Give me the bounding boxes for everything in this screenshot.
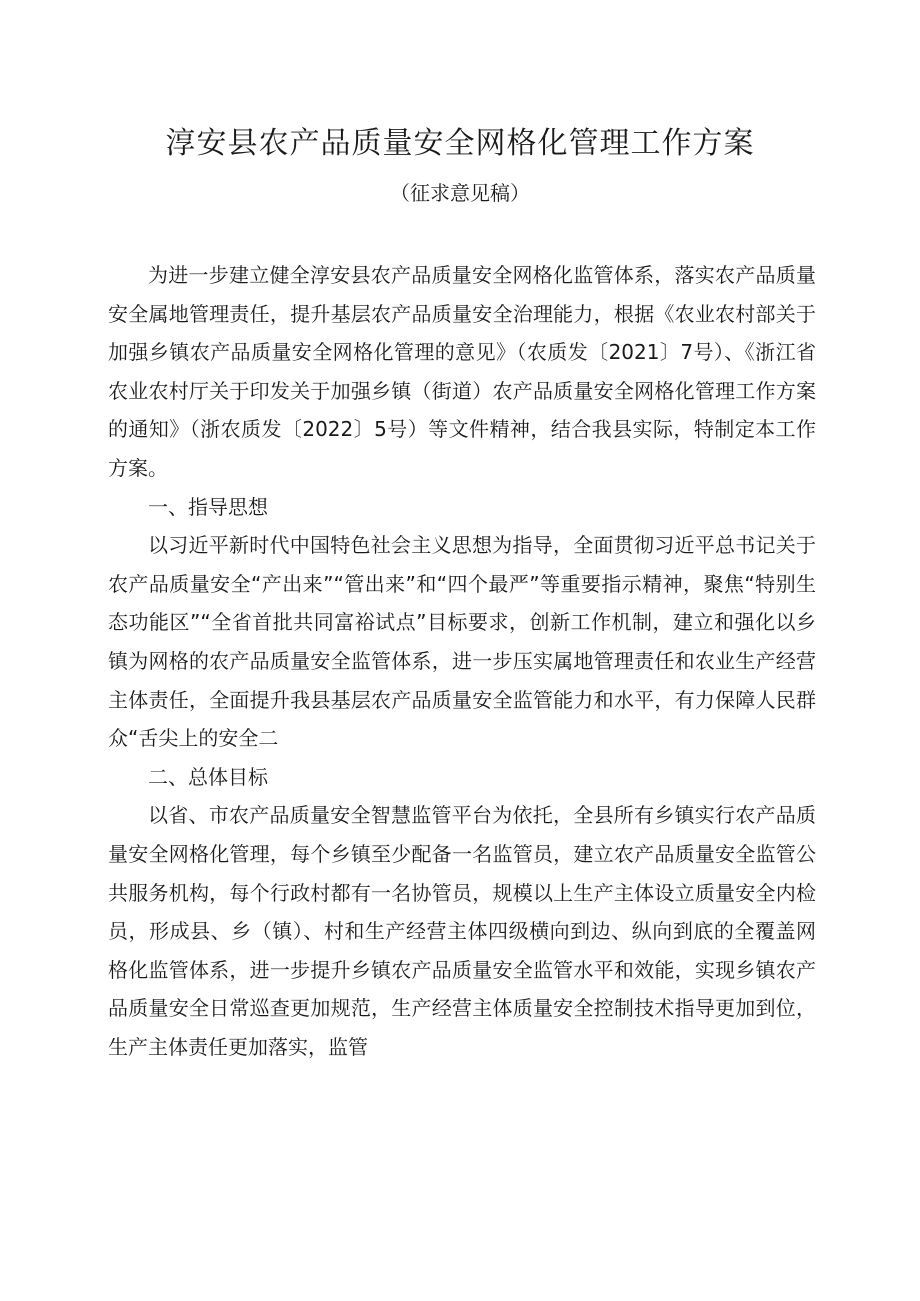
document-body (108, 256, 816, 1066)
section-heading-guiding-ideology: 一、指导思想 (148, 494, 268, 519)
document-title: 淳安县农产品质量安全网格化管理工作方案 (165, 126, 755, 161)
overall-goal-paragraph: 以省、市农产品质量安全智慧监管平台为依托，全县所有乡镇实行农产品质量安全网格化管理，每个乡镇至少配备一名监管员，建立农产品质量安全监管公共服务机构，每个行政村都有一名协管员，规模以上生产主体设立质量安全内检员，形成县、乡（镇）、村和生产经营主体四级横向到边、纵向到底的全覆盖网格化监管体系，进一步提升乡镇农产品质量安全监管水平和效能，实现乡镇农产品质量安全日常巡查更加规范，生产经营主体质量安全控制技术指导更加到位，生产主体责任更加落实，监管 (108, 803, 816, 1059)
intro-paragraph: 为进一步建立健全淳安县农产品质量安全网格化监管体系，落实农产品质量安全属地管理责任，提升基层农产品质量安全治理能力，根据《农业农村部关于加强乡镇农产品质量安全网格化管理的意见》（农质发〔2021〕7号）、《浙江省农业农村厅关于印发关于加强乡镇（街道）农产品质量安全网格化管理工作方案的通知》（浙农质发〔2022〕5号）等文件精神，结合我县实际，特制定本工作方案。 (108, 263, 816, 480)
document-subtitle: （征求意见稿） (390, 181, 530, 205)
section-heading-overall-goal: 二、总体目标 (148, 764, 268, 789)
guiding-ideology-paragraph: 以习近平新时代中国特色社会主义思想为指导，全面贯彻习近平总书记关于农产品质量安全“产出来”“管出来”和“四个最严”等重要指示精神，聚焦“特别生态功能区”“全省首批共同富裕试点”目标要求，创新工作机制，建立和强化以乡镇为网格的农产品质量安全监管体系，进一步压实属地管理责任和农业生产经营主体责任，全面提升我县基层农产品质量安全监管能力和水平，有力保障人民群众“舌尖上的安全二 (108, 533, 816, 751)
